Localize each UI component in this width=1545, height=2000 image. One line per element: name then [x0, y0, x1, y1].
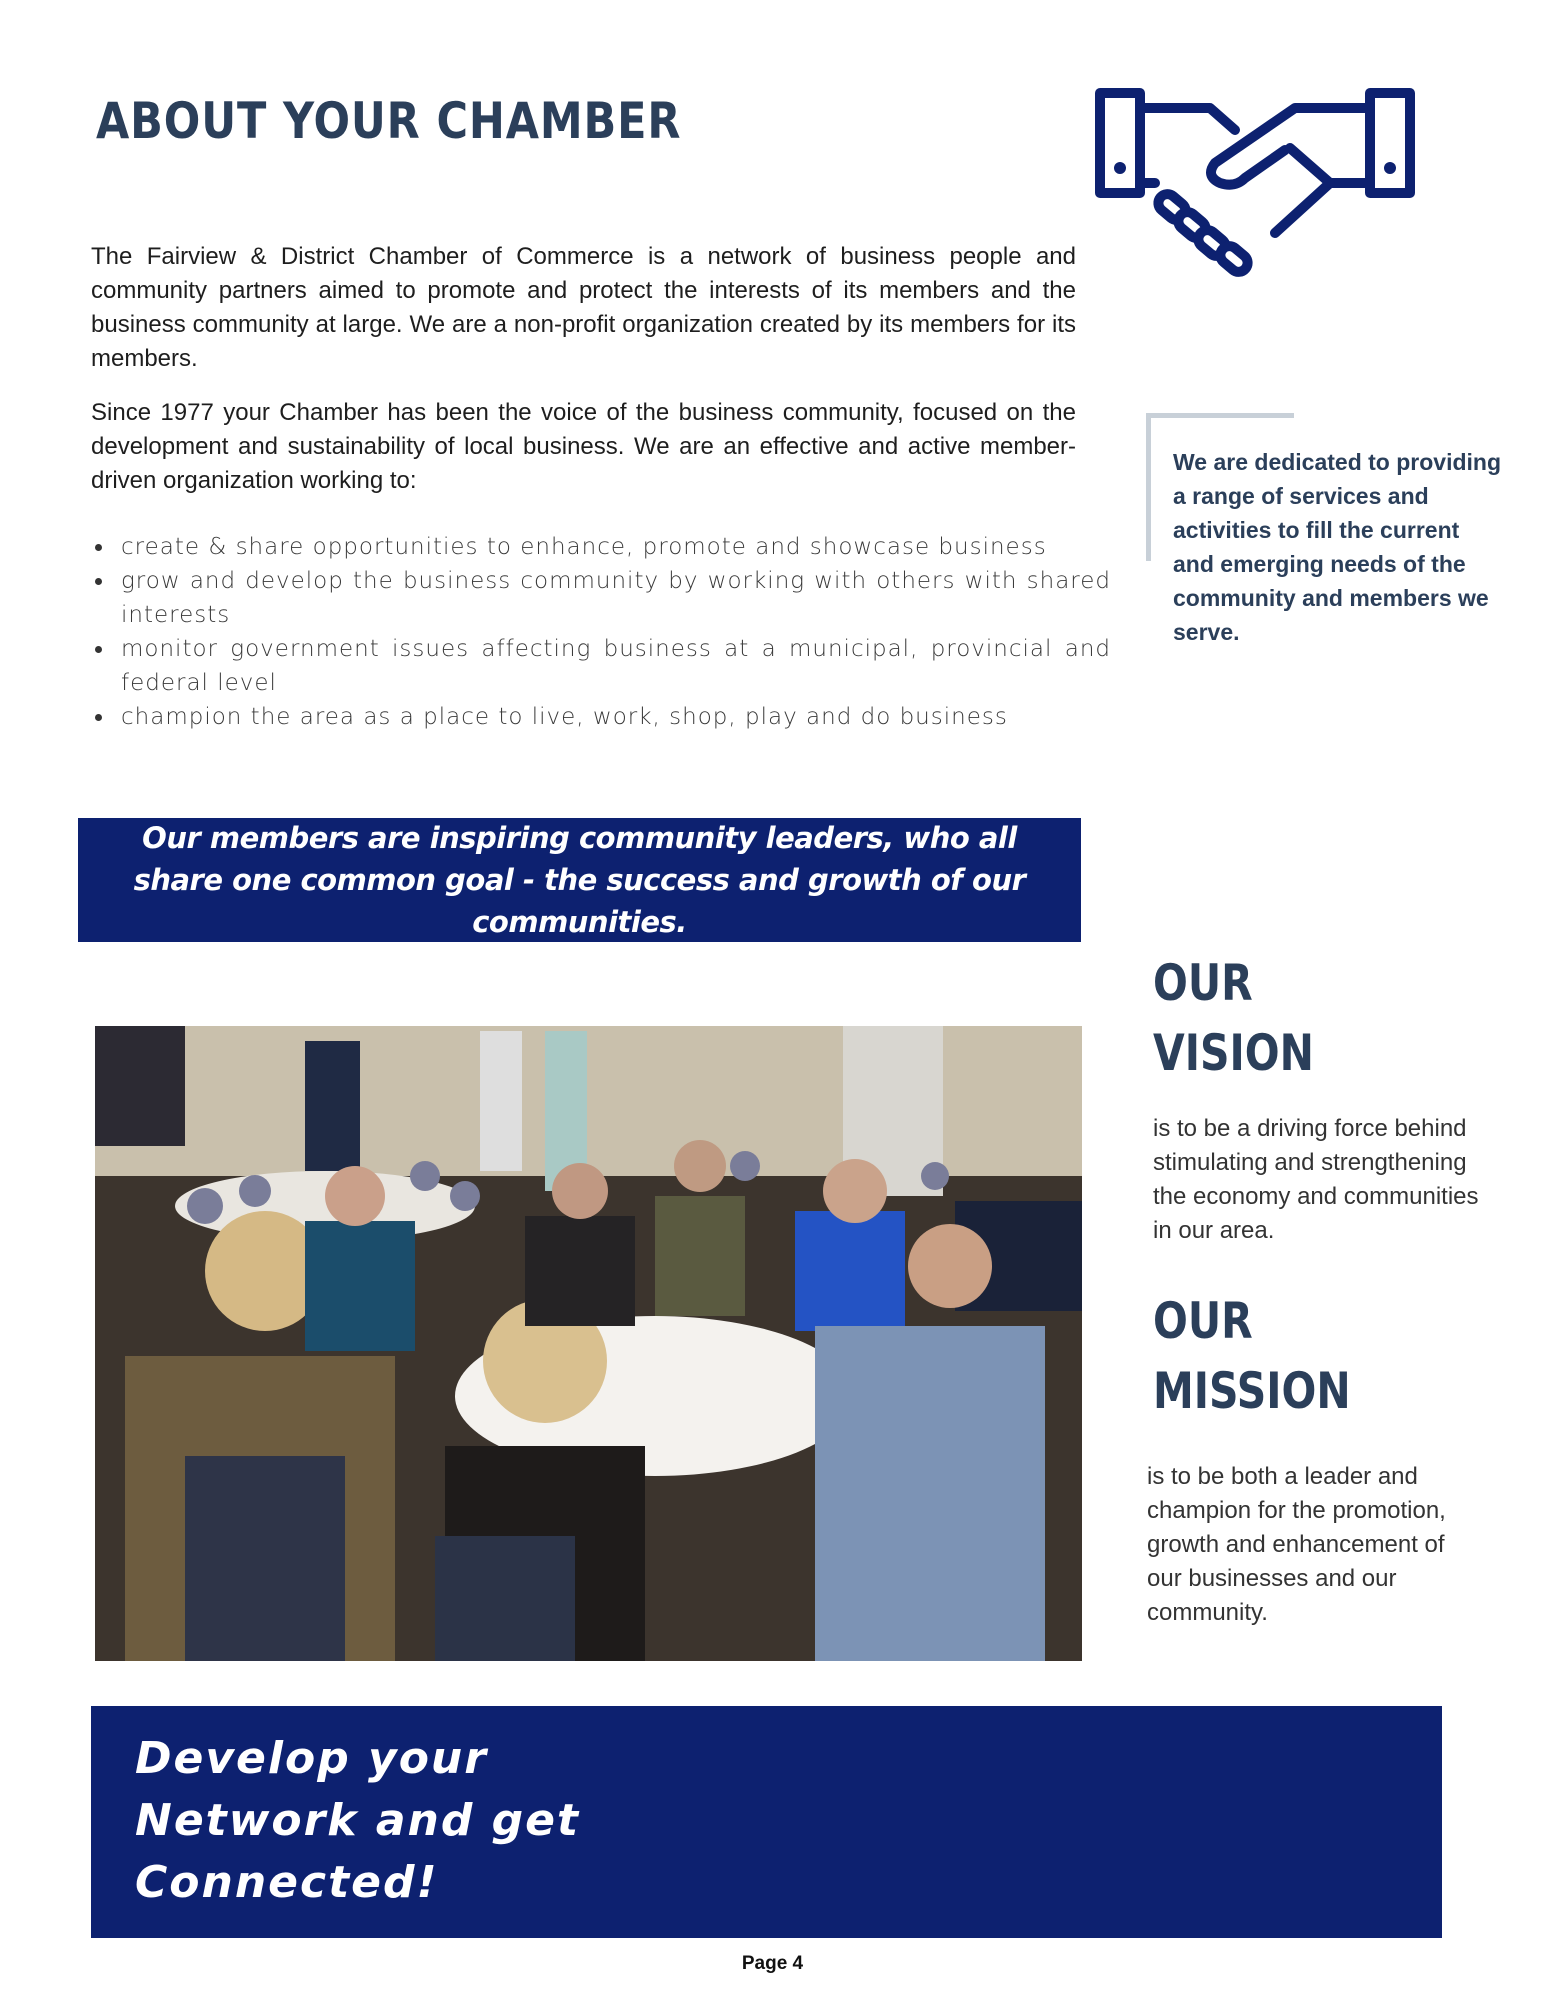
list-item: monitor government issues affecting business at a municipal, provincial and federal level [121, 632, 1111, 700]
banner-text: Our members are inspiring community leaders, who all share one common goal - the success and growth of our communities. [133, 821, 1026, 939]
page-title: ABOUT YOUR CHAMBER [96, 92, 682, 150]
mission-heading-line1: OUR [1153, 1292, 1253, 1350]
quote-rule-top [1146, 413, 1294, 418]
network-callout [91, 1706, 1442, 1938]
callout-line1: Develop your [135, 1733, 488, 1784]
callout-text [135, 1728, 635, 1914]
page-number: Page 4 [741, 1953, 804, 1974]
vision-heading-line1: OUR [1153, 954, 1253, 1012]
intro-text [91, 240, 1076, 518]
mission-heading [1153, 1286, 1351, 1426]
vision-text: is to be a driving force behind stimulating and strengthening the economy and communities in our area. [1153, 1115, 1479, 1244]
callout-line3: Connected! [135, 1857, 439, 1908]
event-photo [95, 1026, 1082, 1661]
vision-heading-line2: VISION [1153, 1024, 1314, 1082]
goals-list [91, 530, 1111, 734]
intro-paragraph-1: The Fairview & District Chamber of Commerce is a network of business people and community partners aimed to promote and protect the interests of its members and the business community at large. We are a non-profit organization created by its members for its members. [91, 243, 1076, 372]
intro-paragraph-2: Since 1977 your Chamber has been the voice of the business community, focused on the development and sustainability of local business. We are an effective and active member-driven organization working to: [91, 399, 1076, 494]
handshake-icon [1095, 88, 1415, 288]
callout-line2: Network and get [135, 1795, 581, 1846]
members-banner [78, 818, 1081, 942]
list-item: champion the area as a place to live, work, shop, play and do business [121, 700, 1111, 734]
mission-text: is to be both a leader and champion for the promotion, growth and enhancement of our businesses and our community. [1147, 1463, 1446, 1626]
event-photo-illustration [95, 1026, 1082, 1661]
pull-quote: We are dedicated to providing a range of services and activities to fill the current and emerging needs of the community and members we serve. [1173, 449, 1502, 645]
list-item: create & share opportunities to enhance, promote and showcase business [121, 530, 1111, 564]
vision-heading [1153, 948, 1314, 1088]
list-item: grow and develop the business community by working with others with shared interests [121, 564, 1111, 632]
mission-heading-line2: MISSION [1153, 1362, 1351, 1420]
